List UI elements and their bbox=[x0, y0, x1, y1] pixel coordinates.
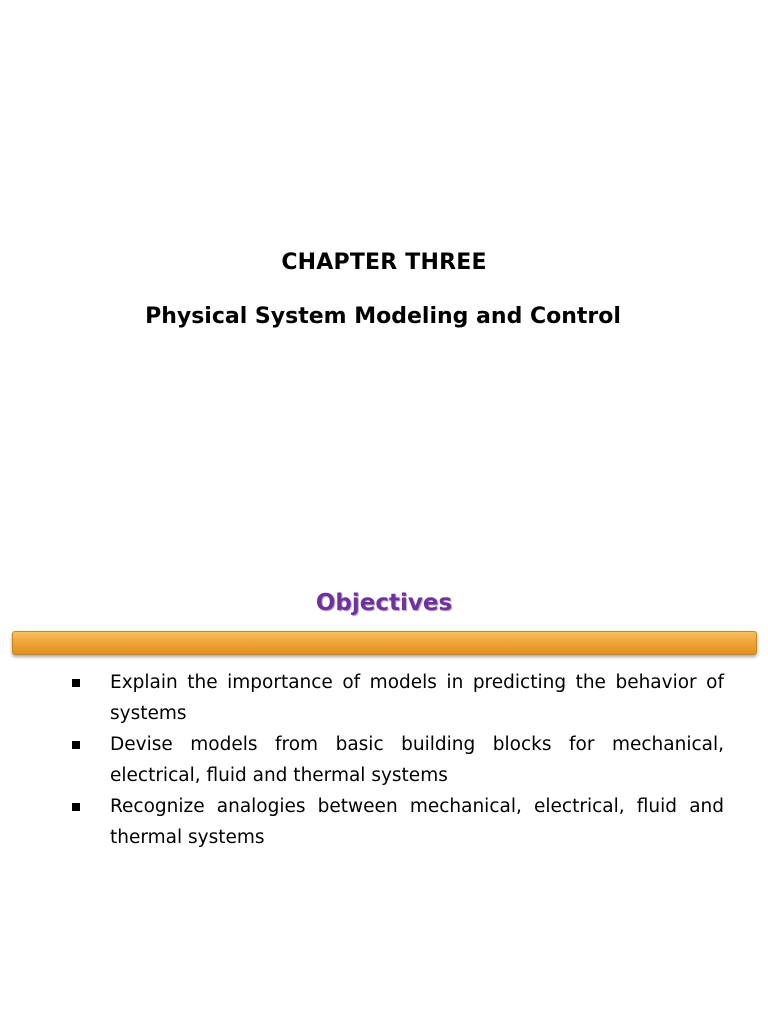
chapter-subtitle: Physical System Modeling and Control bbox=[145, 304, 621, 329]
objectives-divider-bar bbox=[12, 631, 757, 655]
objective-text: Devise models from basic building blocks for mechanical, electrical, fluid and thermal systems bbox=[110, 734, 724, 786]
objective-item bbox=[72, 792, 724, 853]
square-bullet-icon bbox=[72, 679, 80, 687]
objectives-heading: Objectives bbox=[315, 590, 453, 616]
square-bullet-icon bbox=[72, 741, 80, 749]
objective-text: Recognize analogies between mechanical, electrical, fluid and thermal systems bbox=[110, 796, 724, 848]
objectives-list bbox=[72, 668, 724, 854]
objective-item bbox=[72, 668, 724, 729]
square-bullet-icon bbox=[72, 803, 80, 811]
objective-item bbox=[72, 730, 724, 791]
objective-text: Explain the importance of models in predicting the behavior of systems bbox=[110, 672, 724, 724]
chapter-title: CHAPTER THREE bbox=[281, 250, 487, 275]
